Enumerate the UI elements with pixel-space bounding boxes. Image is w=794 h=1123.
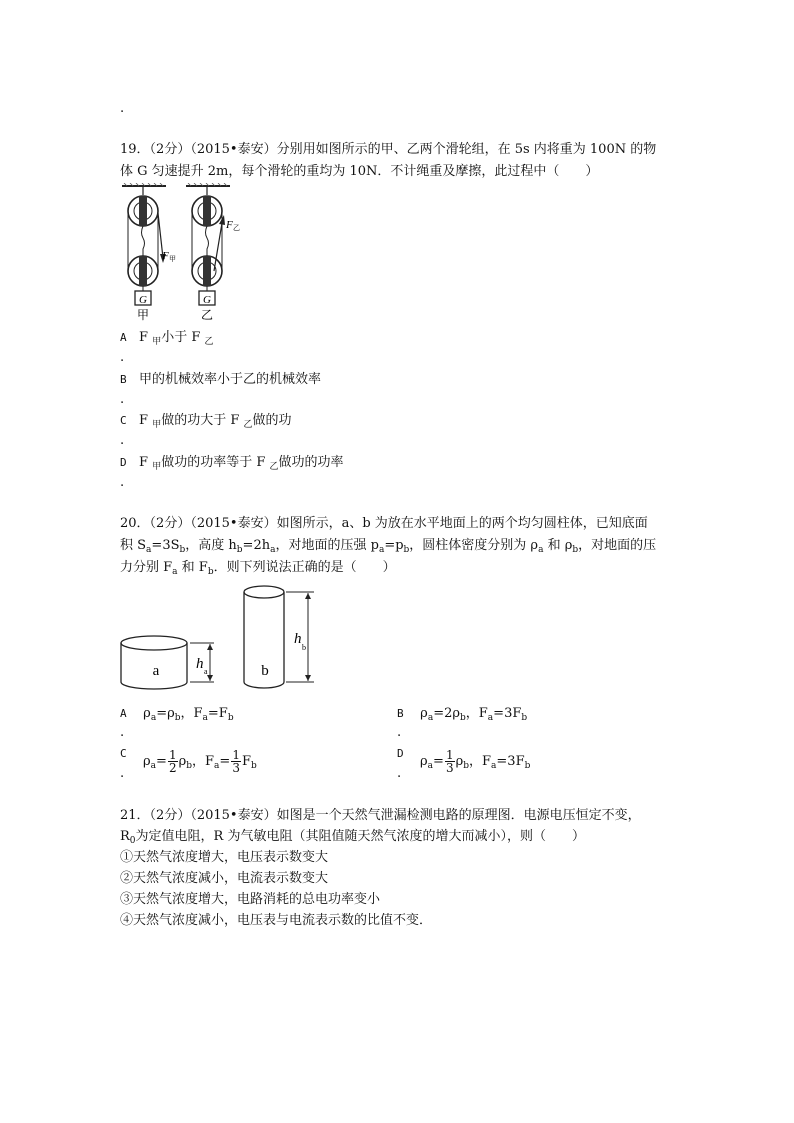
weight-label-left: G: [139, 294, 147, 306]
q19-option-b[interactable]: B 甲的机械效率小于乙的机械效率: [120, 372, 322, 387]
q20-line3: 力分别 $F_a$ 和 $F_b$．则下列说法正确的是（ ）: [120, 560, 396, 577]
q19-option-a[interactable]: A F $_甲$小于 F $_乙$: [120, 330, 214, 347]
q20-option-b[interactable]: B $\rho_a=2\rho_b$，$F_a=3F_b$: [397, 706, 528, 723]
q21-item-4: ④天然气浓度减小，电压表与电流表示数的比值不变．: [120, 913, 433, 928]
option-dot: .: [120, 766, 125, 781]
h-b-sub: b: [302, 643, 306, 652]
q21-item-3: ③天然气浓度增大，电路消耗的总电功率变小: [120, 892, 381, 907]
h-a-sub: a: [204, 667, 208, 676]
h-b-symbol: h: [294, 631, 302, 647]
q20-option-d[interactable]: $\rho_a=$ $\frac{1}{3}$ $\rho_b$，$F_a=3F_b$: [420, 748, 531, 775]
force-label-left: F: [162, 250, 169, 262]
q20-option-c[interactable]: $\rho_a=$ $\frac{1}{2}$ $\rho_b$，$F_a=$ $\frac{1}{3}$ $F_b$: [143, 748, 257, 775]
q21-line1: 21．（2分）（2015•泰安）如图是一个天然气泄漏检测电路的原理图．电源电压恒定不变，: [120, 808, 641, 823]
option-dot: .: [120, 433, 125, 448]
q20-option-d-letter[interactable]: D: [397, 747, 404, 760]
h-a-symbol: h: [196, 656, 204, 672]
q21-line2: $R_0$为定值电阻，R 为气敏电阻（其阻值随天然气浓度的增大而减小），则（ ）: [120, 829, 585, 846]
q20-line1: 20．（2分）（2015•泰安）如图所示，a、b 为放在水平地面上的两个均匀圆柱体，已知底面: [120, 516, 648, 531]
label-yi: 乙: [200, 308, 214, 322]
label-jia: 甲: [136, 308, 150, 322]
q19-line2: 体 G 匀速提升 2m，每个滑轮的重均为 10N．不计绳重及摩擦，此过程中（ ）: [120, 164, 599, 179]
cylinders-figure: [118, 583, 328, 695]
pulley-figure: [118, 183, 248, 323]
option-dot: .: [120, 475, 125, 490]
cylinder-b-label: b: [261, 663, 269, 679]
stray-dot: .: [120, 101, 125, 116]
q19-line1: 19．（2分）（2015•泰安）分别用如图所示的甲、乙两个滑轮组，在 5s 内将重为 100N 的物: [120, 142, 657, 157]
force-label-right: F: [226, 219, 233, 231]
q19-option-d[interactable]: D F $_甲$做功的功率等于 F $_乙$做功的功率: [120, 455, 344, 472]
cylinder-a-label: a: [152, 663, 160, 679]
force-sub-left: 甲: [169, 255, 176, 263]
option-dot: .: [397, 766, 402, 781]
force-sub-right: 乙: [233, 224, 240, 232]
q20-option-c-letter[interactable]: C: [120, 747, 127, 760]
q19-option-c[interactable]: C F $_甲$做的功大于 F $_乙$做的功: [120, 413, 292, 430]
option-dot: .: [120, 725, 125, 740]
option-dot: .: [397, 725, 402, 740]
weight-label-right: G: [203, 294, 211, 306]
q20-line2: 积 $S_a=3S_b$，高度 $h_b=2h_a$，对地面的压强 $p_a=p_b$，圆柱体密度分别为 $\rho_a$ 和 $\rho_b$，对地面的压: [120, 538, 657, 555]
q20-option-a[interactable]: A $\rho_a=\rho_b$，$F_a=F_b$: [120, 706, 234, 723]
option-dot: .: [120, 392, 125, 407]
q21-item-1: ①天然气浓度增大，电压表示数变大: [120, 850, 329, 865]
q21-item-2: ②天然气浓度减小，电流表示数变大: [120, 871, 329, 886]
option-dot: .: [120, 350, 125, 365]
